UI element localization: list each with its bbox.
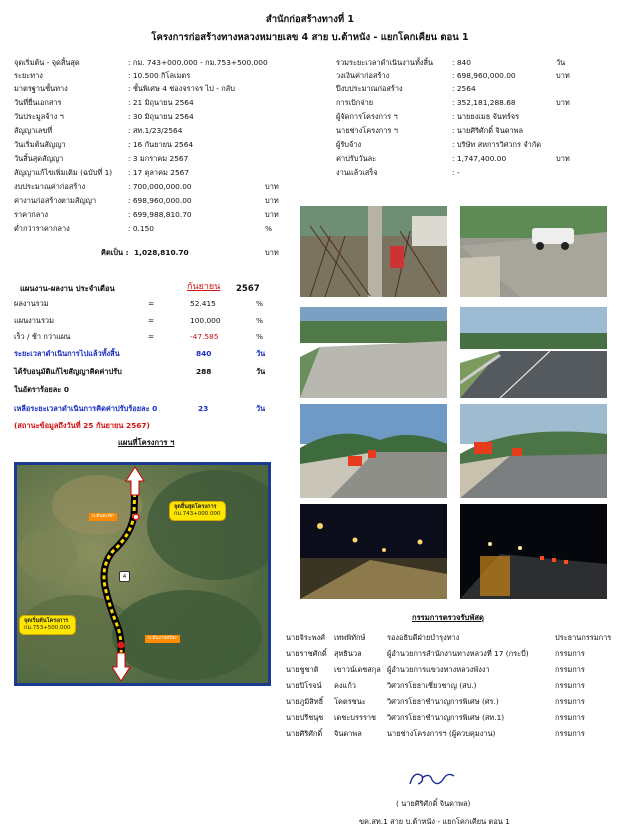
info-left-label: วันประมูลจ้าง ฯ — [14, 112, 64, 121]
committee-position: วิศวกรโยธาชำนาญการพิเศษ (สท.1) — [387, 713, 505, 722]
extension-label: ได้รับอนุมัติแก้ไขสัญญาคิดค่าปรับ — [14, 367, 122, 376]
info-left-unit: บาท — [265, 210, 279, 219]
start-pin-icon — [118, 642, 125, 649]
road-barrier-photo — [460, 404, 607, 498]
info-left-label: ระยะทาง — [14, 71, 43, 80]
info-left-value: : 16 กันยายน 2564 — [128, 140, 194, 149]
info-right-unit: บาท — [556, 154, 570, 163]
info-left-value: : 17 ตุลาคม 2567 — [128, 168, 190, 177]
progress-row-unit: % — [256, 299, 264, 308]
info-right-label: ผู้จัดการโครงการ ฯ — [336, 112, 398, 121]
info-right-label: รวมระยะเวลาดำเนินงานทั้งสิ้น — [336, 58, 434, 67]
paved-highway-photo — [460, 307, 607, 398]
info-left-unit: บาท — [265, 182, 279, 191]
committee-role: กรรมการ — [555, 649, 585, 658]
info-right-value: : นายศิริศักดิ์ จินดาพล — [452, 126, 524, 135]
village-tag-top: บ.ต้นตะพัก — [89, 513, 117, 521]
progress-heading: แผนงาน-ผลงาน ประจำเดือน — [20, 284, 115, 293]
committee-position: ผู้อำนวยการแขวงทางหลวงพังงา — [387, 665, 490, 674]
committee-role: กรรมการ — [555, 697, 585, 706]
committee-position: ผู้อำนวยการสำนักงานทางหลวงที่ 17 (กระบี่) — [387, 649, 529, 658]
night-road-works-photo — [460, 504, 607, 599]
info-left-unit: % — [265, 224, 273, 233]
info-left-value: : ชั้นพิเศษ 4 ช่องจราจร ไป - กลับ — [128, 84, 235, 93]
committee-first-name: นายชูชาติ — [286, 665, 319, 674]
info-left-value: : สท.1/23/2564 — [128, 126, 183, 135]
info-right-unit: บาท — [556, 71, 570, 80]
committee-role: กรรมการ — [555, 681, 585, 690]
progress-row-sign: = — [148, 299, 155, 308]
rebar-work-photo — [300, 206, 447, 297]
info-left-value: : 700,000,000.00 — [128, 182, 192, 191]
info-left-label: สัญญาแก้ไขเพิ่มเติม (ฉบับที่ 1) — [14, 168, 113, 177]
info-right-unit: วัน — [556, 58, 566, 67]
info-right-label: ปีงบประมาณก่อสร้าง — [336, 84, 403, 93]
info-left-label: วันเริ่มต้นสัญญา — [14, 140, 66, 149]
committee-last-name: เดชะบรรราช — [334, 713, 377, 722]
info-left-label: งบประมาณค่าก่อสร้าง — [14, 182, 86, 191]
info-left-label: ราคากลาง — [14, 210, 48, 219]
committee-first-name: นายราชศักดิ์ — [286, 649, 327, 658]
committee-role: ประธานกรรมการ — [555, 633, 612, 642]
fine-label: เหลือระยะเวลาดำเนินการคิดค่าปรับร้อยละ 0 — [14, 404, 158, 413]
extension-unit: วัน — [256, 367, 266, 376]
progress-row-value: 52.415 — [190, 299, 216, 308]
progress-month: กันยายน — [187, 282, 221, 292]
info-left-value: : 30 มิถุนายน 2564 — [128, 112, 194, 121]
committee-last-name: จินดาพล — [334, 729, 362, 738]
committee-first-name: นายปรีชนุช — [286, 713, 324, 722]
committee-role: กรรมการ — [555, 713, 585, 722]
office-title: สำนักก่อสร้างทางที่ 1 — [265, 14, 355, 25]
info-left-unit: บาท — [265, 196, 279, 205]
info-right-label: การเบิกจ่าย — [336, 98, 374, 107]
committee-first-name: นายศิริศักดิ์ — [286, 729, 323, 738]
duration-unit: วัน — [256, 349, 266, 358]
night-road-lights-photo — [300, 504, 447, 599]
info-right-label: ผู้รับจ้าง — [336, 140, 362, 149]
info-left-label: ต่ำกว่าราคากลาง — [14, 224, 70, 233]
satellite-map-image — [17, 465, 268, 683]
info-left-value: : 10.500 กิโลเมตร — [128, 71, 191, 80]
start-point-callout: จุดเริ่มต้นโครงการ กม.753+500.000 — [19, 615, 76, 635]
progress-row-value: -47.585 — [190, 332, 219, 341]
committee-first-name: นายจิระพงศ์ — [286, 633, 325, 642]
info-right-value: : 2564 — [452, 84, 476, 93]
committee-first-name: นายภูมิสิทธิ์ — [286, 697, 324, 706]
info-right-value: : - — [452, 168, 460, 177]
info-left-value: : 0.150 — [128, 224, 154, 233]
signature-office: ขค.สท.1 สาย บ.ต้าหนัง - แยกโคกเคียน ตอน 1 — [359, 817, 510, 826]
info-left-label: วันสิ้นสุดสัญญา — [14, 154, 64, 163]
info-left-label: ค่างานก่อสร้างตามสัญญา — [14, 196, 97, 205]
duration-value: 840 — [196, 349, 212, 358]
info-left-value: : 21 มิถุนายน 2564 — [128, 98, 194, 107]
signature-name: ( นายศิริศักดิ์ จินดาพล) — [396, 799, 471, 808]
concrete-road-photo — [300, 307, 447, 398]
committee-role: กรรมการ — [555, 665, 585, 674]
info-left-label: จุดเริ่มต้น - จุดสิ้นสุด — [14, 58, 80, 67]
info-right-value: : 698,960,000.00 — [452, 71, 516, 80]
committee-last-name: เขาวน์เดชสกุล — [334, 665, 381, 674]
info-right-label: วงเงินค่าก่อสร้าง — [336, 71, 390, 80]
committee-last-name: เทพพิทักษ์ — [334, 633, 366, 642]
info-left-label: วันที่ยื่นเอกสาร — [14, 98, 62, 107]
village-tag-bottom: บ.ต้นงาสหร้อง — [145, 635, 180, 643]
mountain-road-signs-photo — [300, 404, 447, 498]
info-left-value: : 698,960,000.00 — [128, 196, 192, 205]
info-right-label: นายช่างโครงการ ฯ — [336, 126, 398, 135]
committee-position: นายช่างโครงการฯ (ผู้ควบคุมงาน) — [387, 729, 496, 738]
end-point-callout: จุดสิ้นสุดโครงการ กม.743+000.000 — [169, 501, 226, 521]
road-curb-truck-photo — [460, 206, 607, 297]
committee-position: รองอธิบดีฝ่ายบำรุงทาง — [387, 633, 460, 642]
fine-unit: วัน — [256, 404, 266, 413]
progress-row-value: 100.000 — [190, 316, 221, 325]
progress-row-sign: = — [148, 332, 155, 341]
route-number-shield: 4 — [119, 571, 130, 582]
duration-label: ระยะเวลาดำเนินการไปแล้วทั้งสิ้น — [14, 349, 120, 358]
progress-row-label: แผนงานรวม — [14, 316, 54, 325]
data-status-note: (สถานะข้อมูลถึงวันที่ 25 กันยายน 2567) — [14, 421, 150, 430]
committee-title: กรรมการตรวจรับพัสดุ — [412, 613, 484, 622]
info-left-label: มาตรฐานชั้นทาง — [14, 84, 68, 93]
signature-image — [404, 766, 460, 795]
map-title: แผนที่โครงการ ฯ — [118, 438, 175, 447]
committee-position: วิศวกรโยธาเชี่ยวชาญ (สบ.) — [387, 681, 477, 690]
committee-last-name: โคตรชนะ — [334, 697, 366, 706]
total-value: 1,028,810.70 — [134, 248, 189, 257]
committee-first-name: นายปิโรจน์ — [286, 681, 322, 690]
rate-label: ในอัตราร้อยละ 0 — [14, 385, 69, 394]
progress-row-label: เร็ว / ช้า กว่าแผน — [14, 332, 71, 341]
total-unit: บาท — [265, 248, 279, 257]
info-right-value: : 1,747,400.00 — [452, 154, 507, 163]
fine-value: 23 — [198, 404, 209, 413]
committee-last-name: คงแก้ว — [334, 681, 356, 690]
info-left-value: : 3 มกราคม 2567 — [128, 154, 189, 163]
info-right-value: : นายยงเมธ จันทร์จร — [452, 112, 520, 121]
committee-role: กรรมการ — [555, 729, 585, 738]
total-label: คิดเป็น : — [101, 248, 129, 257]
project-title: โครงการก่อสร้างทางหลวงหมายเลข 4 สาย บ.ต้าหนัง - แยกโคกเคียน ตอน 1 — [151, 32, 469, 43]
info-right-value: : 352,181,288.68 — [452, 98, 516, 107]
extension-value: 288 — [196, 367, 212, 376]
info-right-value: : 840 — [452, 58, 471, 67]
info-right-unit: บาท — [556, 98, 570, 107]
progress-year: 2567 — [236, 284, 260, 294]
info-right-label: งานแล้วเสร็จ — [336, 168, 378, 177]
info-right-label: ค่าปรับวันละ — [336, 154, 377, 163]
progress-row-sign: = — [148, 316, 155, 325]
committee-position: วิศวกรโยธาชำนาญการพิเศษ (ศร.) — [387, 697, 499, 706]
info-left-label: สัญญาเลขที่ — [14, 126, 53, 135]
progress-row-unit: % — [256, 316, 264, 325]
info-right-value: : บริษัท สหการวิศวกร จำกัด — [452, 140, 542, 149]
committee-last-name: สุทธินวล — [334, 649, 362, 658]
info-left-value: : กม. 743+000.000 - กม.753+500.000 — [128, 58, 268, 67]
progress-row-unit: % — [256, 332, 264, 341]
progress-row-label: ผลงานรวม — [14, 299, 49, 308]
info-left-value: : 699,988,810.70 — [128, 210, 192, 219]
project-map — [14, 462, 271, 686]
